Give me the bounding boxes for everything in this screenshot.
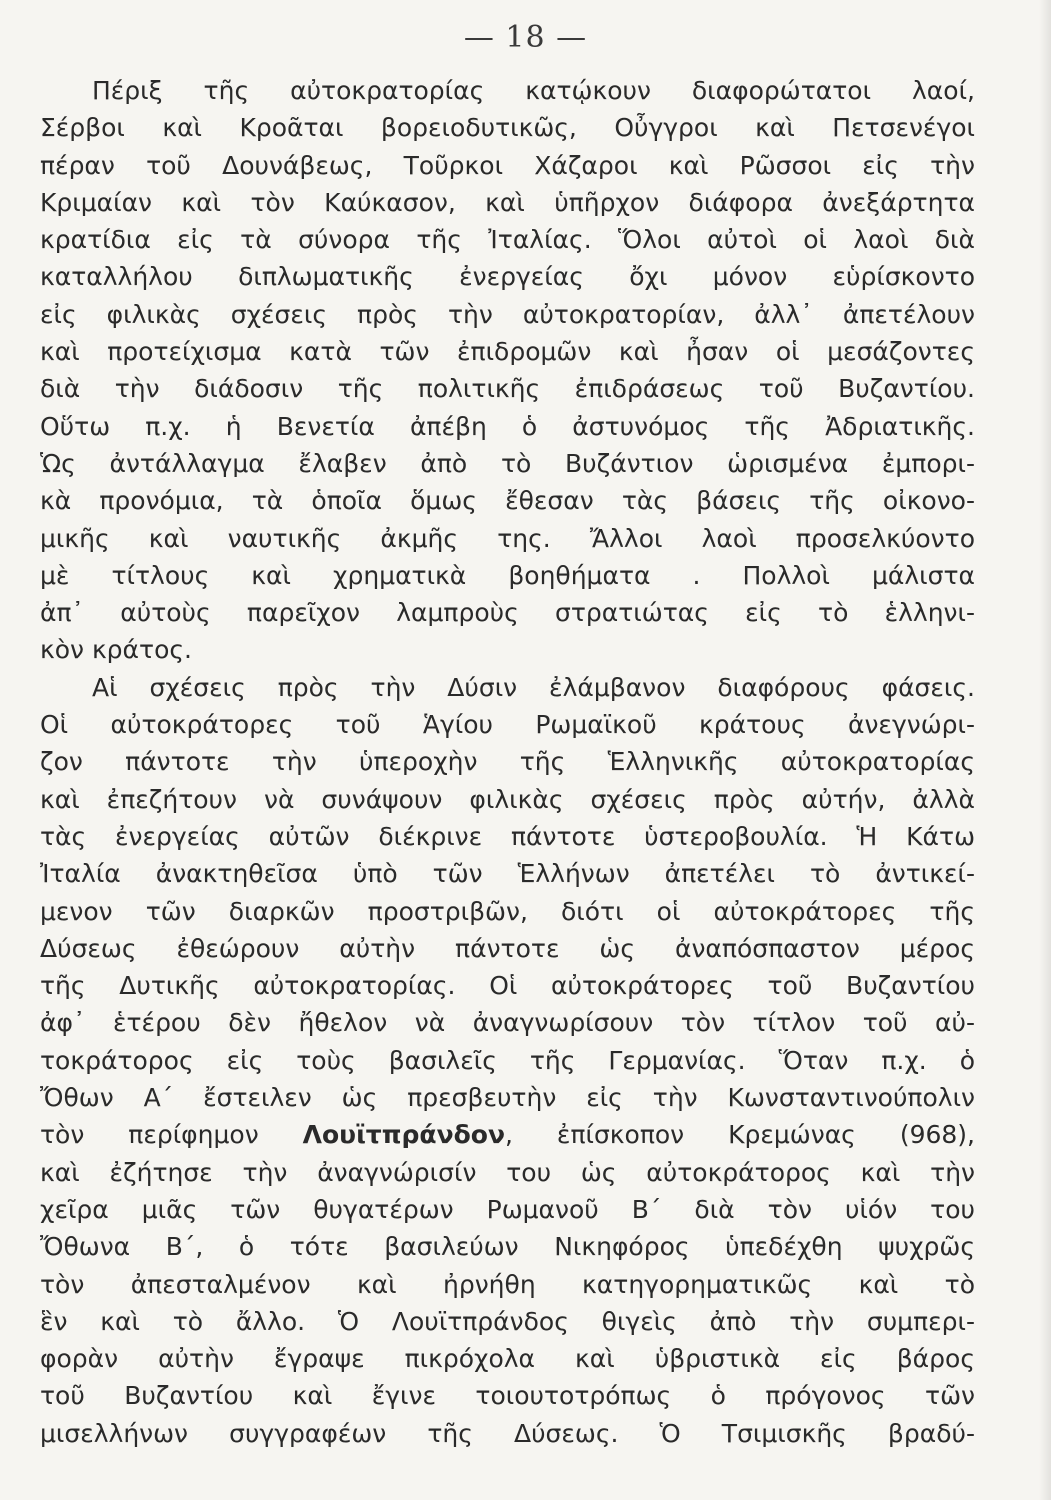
text-line: καταλλήλου διπλωματικῆς ἐνεργείας ὄχι μόνον εὑρίσκοντο <box>40 262 975 292</box>
text-line: πέραν τοῦ Δουνάβεως, Τοῦρκοι Χάζαροι καὶ Ρῶσσοι εἰς τὴν <box>40 150 975 180</box>
text-line: τοῦ Βυζαντίου καὶ ἔγινε τοιουτοτρόπως ὁ πρόγονος τῶν <box>40 1381 975 1411</box>
text-line: μικῆς καὶ ναυτικῆς ἀκμῆς της. Ἄλλοι λαοὶ προσελκύοντο <box>40 523 975 553</box>
text-line: ἀφ᾽ ἑτέρου δὲν ἤθελον νὰ ἀναγνωρίσουν τὸν τίτλον τοῦ αὐ- <box>40 1008 975 1038</box>
text-line: Ἰταλία ἀνακτηθεῖσα ὑπὸ τῶν Ἑλλήνων ἀπετέλει τὸ ἀντικεί- <box>40 859 975 889</box>
text-line: ζον πάντοτε τὴν ὑπεροχὴν τῆς Ἑλληνικῆς αὐτοκρατορίας <box>40 747 975 777</box>
text-line: εἰς φιλικὰς σχέσεις πρὸς τὴν αὐτοκρατορίαν, ἀλλ᾽ ἀπετέλουν <box>40 299 975 329</box>
page-edge-shadow <box>1039 0 1051 1500</box>
text-line: ἓν καὶ τὸ ἄλλο. Ὁ Λουϊτπράνδος θιγεὶς ἀπὸ τὴν συμπερι- <box>40 1306 975 1336</box>
text-line: διὰ τὴν διάδοσιν τῆς πολιτικῆς ἐπιδράσεως τοῦ Βυζαντίου. <box>40 374 975 404</box>
text-line: Πέριξ τῆς αὐτοκρατορίας κατῴκουν διαφορώτατοι λαοί, <box>92 76 975 105</box>
text-line: μενον τῶν διαρκῶν προστριβῶν, διότι οἱ αὐτοκράτορες τῆς <box>40 896 975 926</box>
text-line: Αἱ σχέσεις πρὸς τὴν Δύσιν ἐλάμβανον διαφόρους φάσεις. <box>92 672 975 702</box>
text-line: κρατίδια εἰς τὰ σύνορα τῆς Ἰταλίας. Ὅλοι αὐτοὶ οἱ λαοὶ διὰ <box>40 225 975 255</box>
text-line: καὶ ἐζήτησε τὴν ἀναγνώρισίν του ὡς αὐτοκράτορος καὶ τὴν <box>40 1157 975 1187</box>
text-line: καὶ ἐπεζήτουν νὰ συνάψουν φιλικὰς σχέσεις πρὸς αὐτήν, ἀλλὰ <box>40 784 975 814</box>
text-line: Κριμαίαν καὶ τὸν Καύκασον, καὶ ὑπῆρχον διάφορα ἀνεξάρτητα <box>40 187 975 217</box>
page-number: — 18 — <box>463 20 588 55</box>
text-line: Ὄθων Α΄ ἔστειλεν ὡς πρεσβευτὴν εἰς τὴν Κωνσταντινούπολιν <box>40 1083 975 1113</box>
body-text <box>40 72 975 1452</box>
text-line: Ὄθωνα Β΄, ὁ τότε βασιλεύων Νικηφόρος ὑπεδέχθη ψυχρῶς <box>40 1232 975 1262</box>
bold-name: Λουϊτπράνδον <box>302 1120 506 1150</box>
text-line: ἀπ᾽ αὐτοὺς παρεῖχον λαμπροὺς στρατιώτας εἰς τὸ ἑλληνι- <box>40 598 975 628</box>
text-line: Δύσεως ἐθεώρουν αὐτὴν πάντοτε ὡς ἀναπόσπαστον μέρος <box>40 933 975 963</box>
text-line: μισελλήνων συγγραφέων τῆς Δύσεως. Ὁ Τσιμισκῆς βραδύ- <box>40 1418 975 1448</box>
text-line: τοκράτορος εἰς τοὺς βασιλεῖς τῆς Γερμανίας. Ὅταν π.χ. ὁ <box>40 1045 975 1075</box>
text-line: φορὰν αὐτὴν ἔγραψε πικρόχολα καὶ ὑβριστικὰ εἰς βάρος <box>40 1344 975 1374</box>
text-line: τὰς ἐνεργείας αὐτῶν διέκρινε πάντοτε ὑστεροβουλία. Ἡ Κάτω <box>40 821 975 851</box>
text-line: κὸν κράτος. <box>40 635 192 665</box>
text-line: Οἱ αὐτοκράτορες τοῦ Ἁγίου Ρωμαϊκοῦ κράτους ἀνεγνώρι- <box>40 710 975 740</box>
text-line-with-name <box>40 1116 975 1153</box>
text-line: Σέρβοι καὶ Κροᾶται βορειοδυτικῶς, Οὖγγροι καὶ Πετσενέγοι <box>40 113 975 143</box>
text-line: τῆς Δυτικῆς αὐτοκρατορίας. Οἱ αὐτοκράτορες τοῦ Βυζαντίου <box>40 971 975 1001</box>
text-line: καὶ προτείχισμα κατὰ τῶν ἐπιδρομῶν καὶ ἦσαν οἱ μεσάζοντες <box>40 337 975 367</box>
text-run: τὸν περίφημον <box>40 1120 303 1150</box>
text-line: μὲ τίτλους καὶ χρηματικὰ βοηθήματα . Πολλοὶ μάλιστα <box>40 560 975 590</box>
text-line: τὸν ἀπεσταλμένον καὶ ἠρνήθη κατηγορηματικῶς καὶ τὸ <box>40 1269 975 1299</box>
text-line: κὰ προνόμια, τὰ ὁποῖα ὅμως ἔθεσαν τὰς βάσεις τῆς οἰκονο- <box>40 486 975 516</box>
text-line: χεῖρα μιᾶς τῶν θυγατέρων Ρωμανοῦ Β΄ διὰ τὸν υἱόν του <box>40 1194 975 1224</box>
text-line: Ὡς ἀντάλλαγμα ἔλαβεν ἀπὸ τὸ Βυζάντιον ὡρισμένα ἐμπορι- <box>40 448 975 478</box>
text-run: , ἐπίσκοπον Κρεμώνας (968), <box>505 1120 975 1150</box>
text-line: Οὕτω π.χ. ἡ Βενετία ἀπέβη ὁ ἀστυνόμος τῆς Ἀδριατικῆς. <box>40 411 975 441</box>
